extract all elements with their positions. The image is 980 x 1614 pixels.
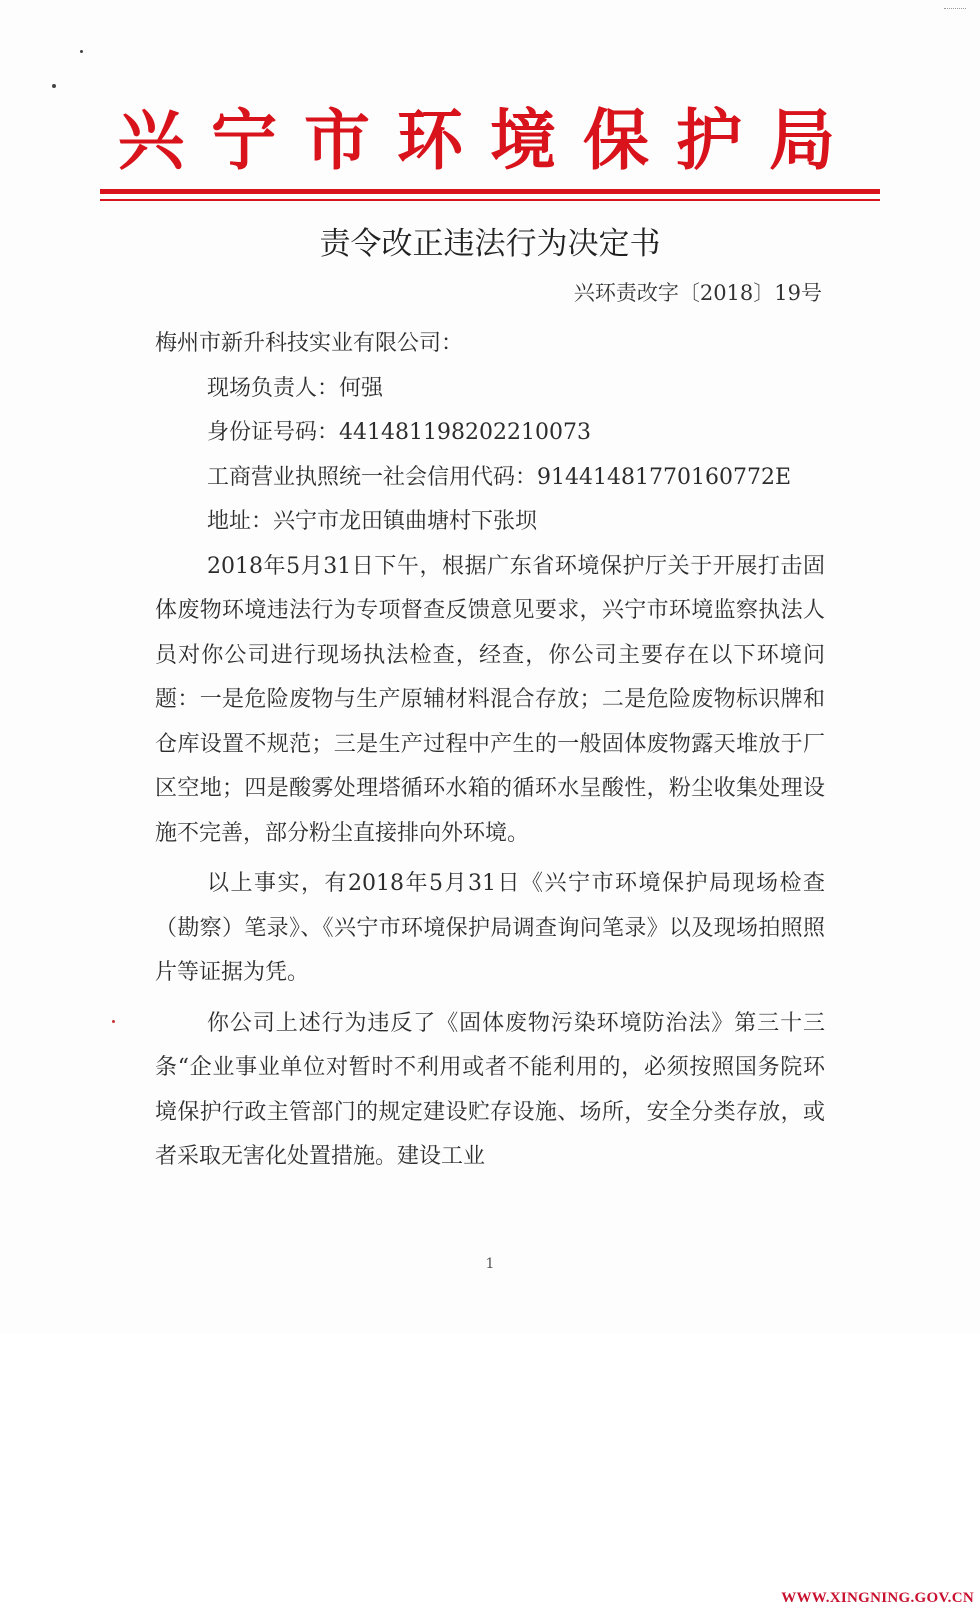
paragraph-findings: 2018年5月31日下午，根据广东省环境保护厅关于开展打击固体废物环境违法行为专项督查反馈意见要求，兴宁市环境监察执法人员对你公司进行现场执法检查，经查，你公司主要存在以下环境问题：一是危险废物与生产原辅材料混合存放；二是危险废物标识牌和仓库设置不规范；三是生产过程中产生的一般固体废物露天堆放于厂区空地；四是酸雾处理塔循环水箱的循环水呈酸性，粉尘收集处理设施不完善，部分粉尘直接排向外环境。 xyxy=(155,553,825,846)
document-body xyxy=(155,322,825,1180)
paragraph-evidence: 以上事实，有2018年5月31日《兴宁市环境保护局现场检查（勘察）笔录》、《兴宁市环境保护局调查询问笔录》以及现场拍照照片等证据为凭。 xyxy=(155,871,825,985)
page-number: 1 xyxy=(485,1256,495,1272)
document-number: 兴环责改字〔2018〕19号 xyxy=(573,281,822,305)
info-line-manager: 现场负责人：何强 xyxy=(207,375,384,401)
info-line-credit-code: 工商营业执照统一社会信用代码：91441481770160772E xyxy=(207,464,792,490)
scan-speck xyxy=(80,50,83,53)
site-url-watermark: WWW.XINGNING.GOV.CN xyxy=(781,1590,974,1606)
scan-speck xyxy=(112,1020,115,1023)
document-title: 责令改正违法行为决定书 xyxy=(319,226,661,262)
scan-speck xyxy=(52,84,56,88)
info-line-address: 地址：兴宁市龙田镇曲塘村下张坝 xyxy=(207,509,538,534)
letterhead-rule-thick xyxy=(100,189,880,194)
paragraph-violation: 你公司上述行为违反了《固体废物污染环境防治法》第三十三条“企业事业单位对暂时不利用或者不能利用的，必须按照国务院环境保护行政主管部门的规定建设贮存设施、场所，安全分类存放，或者采取无害化处置措施。建设工业 xyxy=(155,1010,825,1169)
scan-corner-mark xyxy=(944,8,966,15)
info-line-id-number: 身份证号码：441481198202210073 xyxy=(207,420,591,445)
letterhead-rule-thin xyxy=(100,199,880,201)
addressee: 梅州市新升科技实业有限公司： xyxy=(155,331,464,356)
org-letterhead: 兴宁市环境保护局 xyxy=(118,101,862,179)
